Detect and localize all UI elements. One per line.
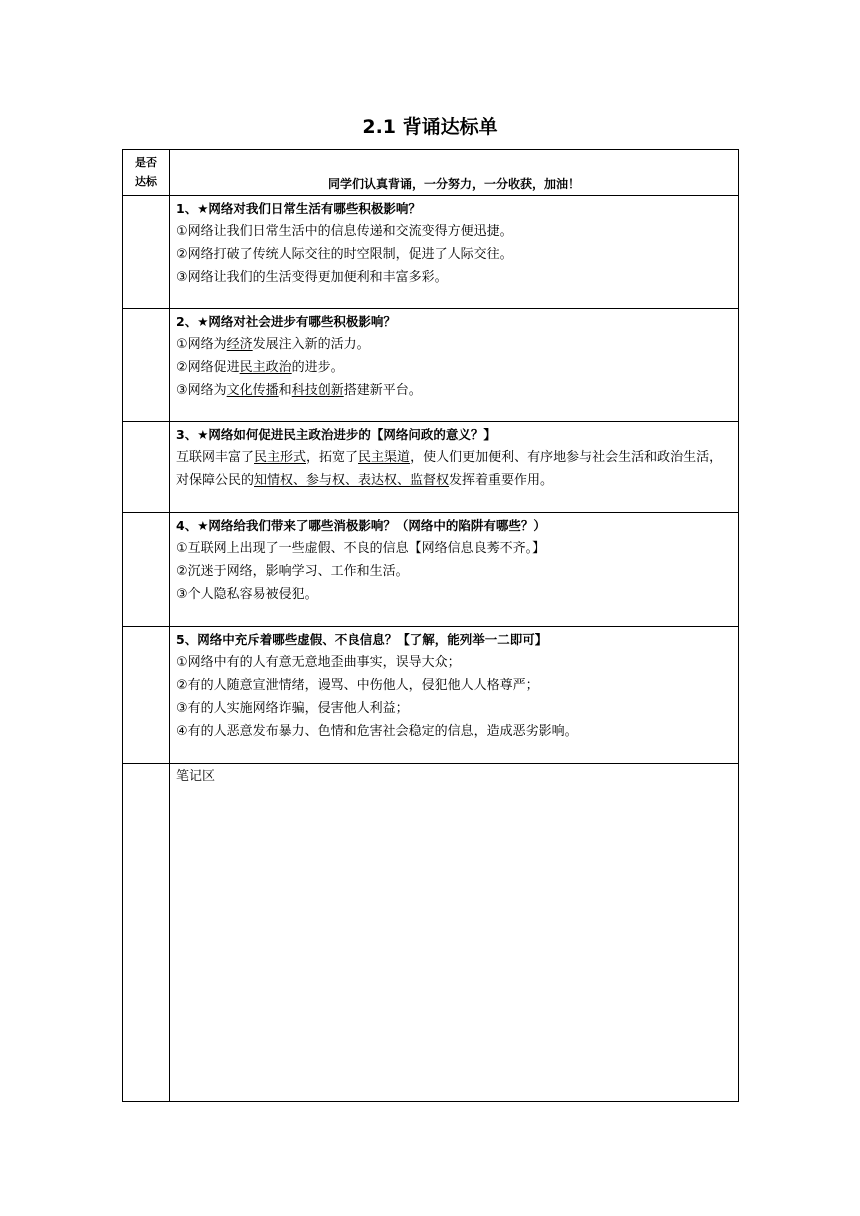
motto-header: 同学们认真背诵，一分努力，一分收获，加油！ bbox=[170, 150, 739, 196]
answer-4-2: ②沉迷于网络，影响学习、工作和生活。 bbox=[176, 564, 409, 579]
notes-check-cell bbox=[123, 764, 170, 1102]
pass-status-header-line2: 达标 bbox=[135, 175, 157, 188]
question-4: 4、★网络给我们带来了哪些消极影响？（网络中的陷阱有哪些？） bbox=[176, 518, 546, 533]
question-cell-4 bbox=[170, 513, 739, 627]
question-2: 2、★网络对社会进步有哪些积极影响？ bbox=[176, 314, 396, 329]
answer-2-1-keyword: 经济 bbox=[226, 337, 253, 352]
question-cell-3 bbox=[170, 422, 739, 513]
question-row-3 bbox=[123, 422, 739, 513]
recitation-checklist-table bbox=[122, 149, 739, 1102]
answer-1-1: ①网络让我们日常生活中的信息传递和交流变得方便迅捷。 bbox=[176, 224, 513, 239]
answer-4-3: ③个人隐私容易被侵犯。 bbox=[176, 587, 318, 602]
answer-2-2-text: ②网络促进 bbox=[176, 360, 240, 375]
question-row-4 bbox=[123, 513, 739, 627]
answer-5-1: ①网络中有的人有意无意地歪曲事实，误导大众； bbox=[176, 655, 461, 670]
answer-2-1 bbox=[176, 333, 733, 356]
answer-5-2: ②有的人随意宣泄情绪，谩骂、中伤他人，侵犯他人人格尊严； bbox=[176, 678, 539, 693]
question-cell-1 bbox=[170, 196, 739, 309]
answer-2-2-text-end: 的进步。 bbox=[291, 360, 344, 375]
pass-status-header bbox=[123, 150, 170, 196]
question-cell-5 bbox=[170, 627, 739, 764]
answer-3-keyword-2: 民主渠道 bbox=[358, 450, 411, 465]
answer-5-4: ④有的人恶意发布暴力、色情和危害社会稳定的信息，造成恶劣影响。 bbox=[176, 724, 578, 739]
question-cell-2 bbox=[170, 309, 739, 422]
pass-check-cell-4[interactable] bbox=[123, 513, 170, 627]
answer-2-1-text-end: 发展注入新的活力。 bbox=[252, 337, 370, 352]
pass-check-cell-2[interactable] bbox=[123, 309, 170, 422]
question-3: 3、★网络如何促进民主政治进步的【网络问政的意义？】 bbox=[176, 427, 496, 442]
pass-status-header-line1: 是否 bbox=[135, 156, 157, 169]
header-row bbox=[123, 150, 739, 196]
answer-3-text-3: ，使人们更加便利、有序地参与社会生活和政治生活，对保障公民的 bbox=[176, 450, 723, 488]
answer-2-3-text-mid: 和 bbox=[278, 383, 292, 398]
answer-1-2: ②网络打破了传统人际交往的时空限制，促进了人际交往。 bbox=[176, 247, 513, 262]
answer-3-keyword-1: 民主形式 bbox=[254, 450, 307, 465]
question-5: 5、网络中充斥着哪些虚假、不良信息？【了解，能列举一二即可】 bbox=[176, 632, 548, 647]
answer-3-text-2: ，拓宽了 bbox=[306, 450, 359, 465]
question-1: 1、★网络对我们日常生活有哪些积极影响？ bbox=[176, 201, 421, 216]
answer-2-3-text-end: 搭建新平台。 bbox=[343, 383, 422, 398]
answer-2-3-keyword-1: 文化传播 bbox=[226, 383, 279, 398]
answer-5-3: ③有的人实施网络诈骗，侵害他人利益； bbox=[176, 701, 409, 716]
question-row-2 bbox=[123, 309, 739, 422]
answer-3-text-4: 发挥着重要作用。 bbox=[449, 473, 554, 488]
answer-1-3: ③网络让我们的生活变得更加便利和丰富多彩。 bbox=[176, 270, 448, 285]
answer-2-3-keyword-2: 科技创新 bbox=[291, 383, 344, 398]
notes-label: 笔记区 bbox=[176, 769, 216, 784]
answer-3 bbox=[176, 446, 733, 492]
answer-2-2-keyword: 民主政治 bbox=[239, 360, 292, 375]
pass-check-cell-3[interactable] bbox=[123, 422, 170, 513]
pass-check-cell-5[interactable] bbox=[123, 627, 170, 764]
answer-2-1-text: ①网络为 bbox=[176, 337, 227, 352]
notes-area[interactable] bbox=[170, 764, 739, 1102]
page-title: 2.1 背诵达标单 bbox=[362, 116, 498, 138]
question-row-5 bbox=[123, 627, 739, 764]
answer-2-3 bbox=[176, 379, 733, 402]
notes-row bbox=[123, 764, 739, 1102]
question-row-1 bbox=[123, 196, 739, 309]
answer-4-1: ①互联网上出现了一些虚假、不良的信息【网络信息良莠不齐。】 bbox=[176, 541, 546, 556]
answer-3-keyword-3: 知情权、参与权、表达权、监督权 bbox=[254, 473, 450, 488]
answer-3-text-1: 互联网丰富了 bbox=[176, 450, 255, 465]
pass-check-cell-1[interactable] bbox=[123, 196, 170, 309]
answer-2-3-text: ③网络为 bbox=[176, 383, 227, 398]
answer-2-2 bbox=[176, 356, 733, 379]
